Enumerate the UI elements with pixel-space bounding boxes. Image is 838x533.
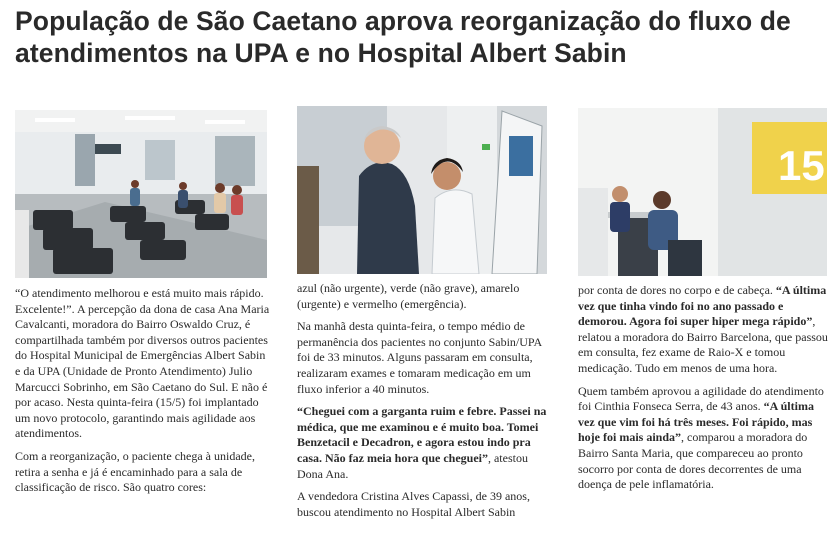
paragraph-text: por conta de dores no corpo e de cabeça. xyxy=(578,283,776,297)
paragraph: Na manhã desta quinta-feira, o tempo médio de permanência dos pacientes no conjunto Sabin/UPA foi de 33 minutos. Alguns passaram em consulta, realizaram exames e tomaram medicação em um fluxo inferior a 40 minutos. xyxy=(297,319,542,396)
quote-paragraph xyxy=(297,404,550,482)
photo-waiting-room xyxy=(15,110,267,278)
paragraph: azul (não urgente), verde (não grave), amarelo (urgente) e vermelho (emergência). xyxy=(297,281,520,311)
paragraph-text: , relatou a moradora do Bairro Barcelona, que passou em consulta, fez exame de Raio-X e tomou medicação. Tudo em menos de uma hora. xyxy=(578,314,828,375)
paragraph: Com a reorganização, o paciente chega à unidade, retira a senha e já é encaminhado para a sala de classificação de risco. São quatro cores: xyxy=(15,448,255,495)
paragraph: “O atendimento melhorou e está muito mais rápido. Excelente!”. A percepção da dona de casa Ana Maria Cavalcanti, moradora do Bairro Oswaldo Cruz, é compartilhada também por diversos outros pacientes do Hospital Municipal de Emergências Albert Sabin e da UPA (Unidade de Pronto Atendimento) Julio Marcucci Sobrinho, em São Caetano do Sul. E não é por acaso. Nesta quinta-feira (15/5) foi implantado um novo protocolo, garantindo mais agilidade aos atendimentos. xyxy=(15,286,270,441)
article-headline: População de São Caetano aprova reorganização do fluxo de atendimentos na UPA e no Hospital Albert Sabin xyxy=(15,6,791,68)
triage-room-illustration xyxy=(578,108,827,276)
text-column-1 xyxy=(15,286,270,503)
quote-text: “A última vez que vim foi há três meses. Foi rápido, mas hoje foi mais ainda” xyxy=(578,399,814,445)
paragraph-text: , comparou a moradora do Bairro Santa Maria, que compareceu ao pronto socorro por conta de dores decorrentes de uma doença de pele inflamatória. xyxy=(578,430,808,492)
quote-text: “A última vez que tinha vindo foi no ano passado e demorou. Agora foi super hiper mega rápido” xyxy=(578,283,827,329)
paragraph: A vendedora Cristina Alves Capassi, de 39 anos, buscou atendimento no Hospital Albert Sabin xyxy=(297,489,530,519)
waiting-room-illustration xyxy=(15,110,267,278)
quote-paragraph xyxy=(578,283,830,377)
kiosk-illustration xyxy=(297,106,547,274)
photo-kiosk xyxy=(297,106,547,274)
room-number-sign: 15 xyxy=(778,142,825,189)
quote-attribution: , atestou Dona Ana. xyxy=(297,450,528,481)
text-column-3 xyxy=(578,283,830,500)
quote-text: “Cheguei com a garganta ruim e febre. Passei na médica, que me examinou e é muito boa. Tomei Benzetacil e Decadron, e agora estou indo pra casa. Não faz meia hora que cheguei” xyxy=(297,404,547,465)
text-column-2 xyxy=(297,281,550,527)
quote-paragraph xyxy=(578,384,830,493)
photo-triage-room xyxy=(578,108,827,276)
paragraph-text: Quem também aprovou a agilidade do atendimento foi Cinthia Fonseca Serra, de 43 anos. xyxy=(578,383,824,414)
